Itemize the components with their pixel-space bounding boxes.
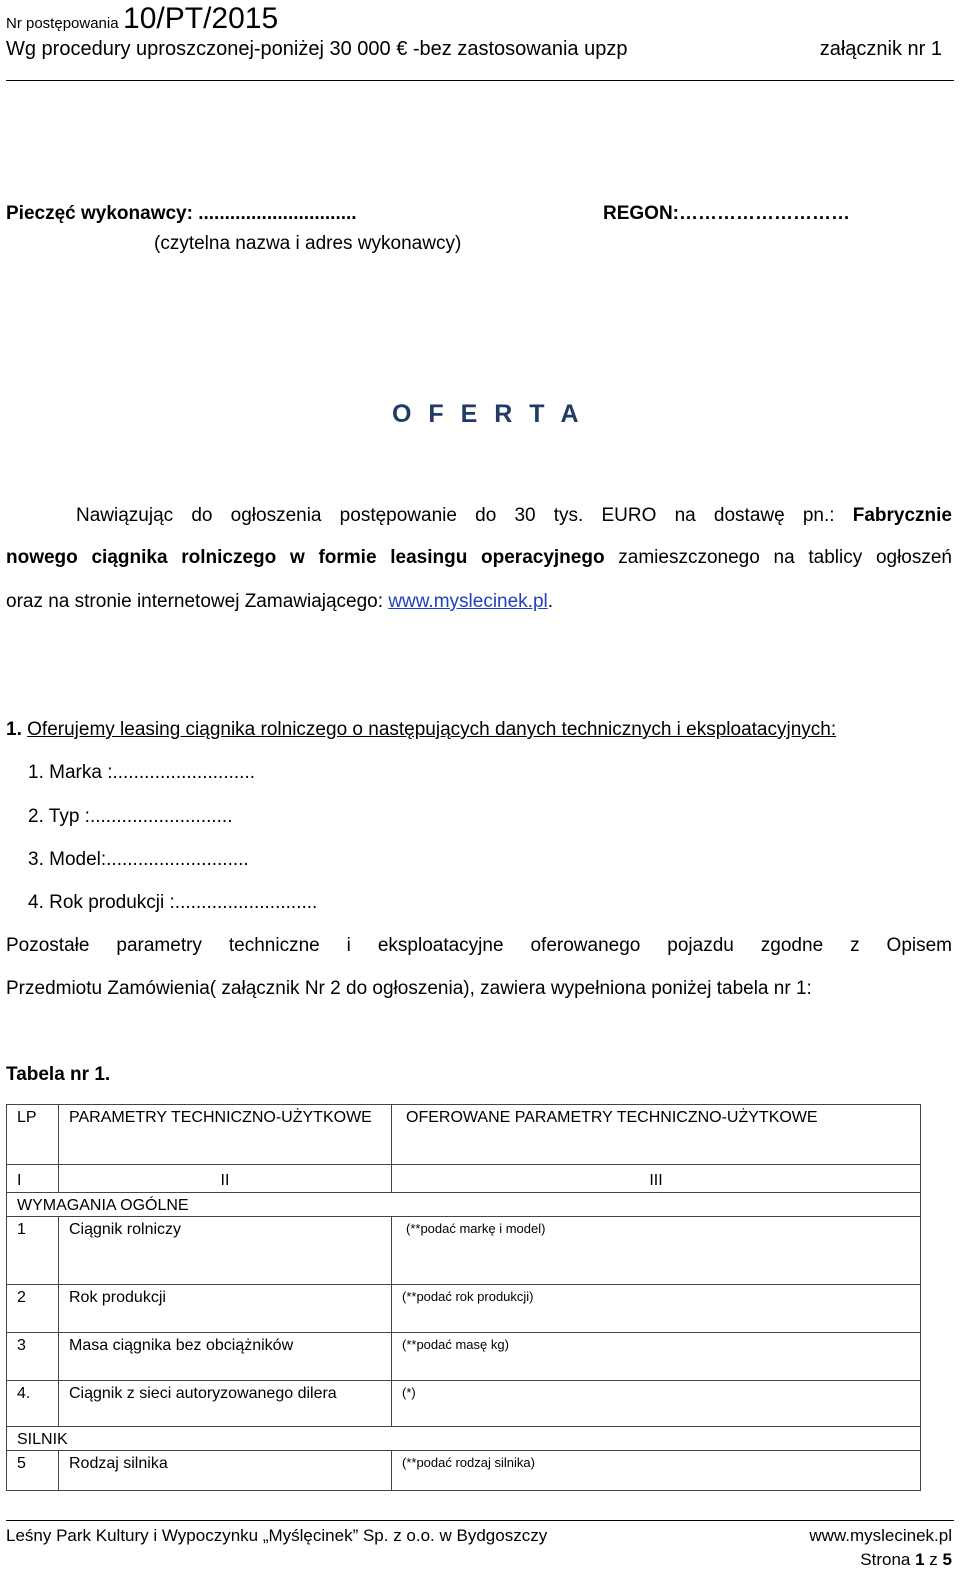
row-param: Ciągnik rolniczy xyxy=(59,1217,392,1285)
table-row xyxy=(7,1333,921,1381)
row-param: Masa ciągnika bez obciążników xyxy=(59,1333,392,1381)
intro-bold-2: nowego ciągnika rolniczego w formie leasingu operacyjnego xyxy=(6,547,605,568)
case-number-line xyxy=(6,2,278,36)
row-offered-input[interactable]: (**podać markę i model) xyxy=(392,1217,921,1285)
table-row xyxy=(7,1285,921,1333)
header-param: PARAMETRY TECHNICZNO-UŻYTKOWE xyxy=(59,1105,392,1165)
regon-field: REGON:……………………… xyxy=(603,203,850,224)
row-param: Rok produkcji xyxy=(59,1285,392,1333)
section-row-engine xyxy=(7,1427,921,1451)
row-lp: 3 xyxy=(7,1333,59,1381)
intro-bold-1: Fabrycznie xyxy=(852,505,952,526)
contractor-stamp-sublabel: (czytelna nazwa i adres wykonawcy) xyxy=(154,233,462,254)
page-total: 5 xyxy=(942,1550,952,1569)
footer-divider xyxy=(6,1520,954,1521)
intro-line-1 xyxy=(6,505,952,527)
contractor-stamp-label: Pieczęć wykonawcy: .............................. xyxy=(6,203,357,224)
params-paragraph-line-2: Przedmiotu Zamówienia( załącznik Nr 2 do ogłoszenia), zawiera wypełniona poniżej tabela nr 1: xyxy=(6,978,812,999)
row-offered-input[interactable]: (**podać masę kg) xyxy=(392,1333,921,1381)
section-1-number: 1. xyxy=(6,719,22,740)
section-engine-label: SILNIK xyxy=(7,1427,921,1451)
website-link[interactable]: www.myslecinek.pl xyxy=(388,591,548,612)
page-current: 1 xyxy=(915,1550,925,1569)
header-lp: LP xyxy=(7,1105,59,1165)
roman-3: III xyxy=(392,1165,921,1193)
procedure-text: Wg procedury uproszczonej-poniżej 30 000 € -bez zastosowania upzp xyxy=(6,38,628,60)
intro-text-2: zamieszczonego na tablicy ogłoszeń xyxy=(604,547,952,568)
table-row xyxy=(7,1217,921,1285)
section-1-heading xyxy=(6,719,836,741)
field-model: 3. Model:........................... xyxy=(28,849,249,870)
table-row xyxy=(7,1451,921,1491)
page-of: z xyxy=(924,1550,943,1569)
row-param: Ciągnik z sieci autoryzowanego dilera xyxy=(59,1381,392,1427)
intro-line-2 xyxy=(6,547,952,569)
page-label: Strona xyxy=(860,1550,916,1569)
intro-text-3: oraz na stronie internetowej Zamawiającego: xyxy=(6,591,389,612)
roman-2: II xyxy=(59,1165,392,1193)
footer-website[interactable]: www.myslecinek.pl xyxy=(809,1526,952,1545)
section-row-general xyxy=(7,1193,921,1217)
case-number-label: Nr postępowania xyxy=(6,15,119,32)
header-divider xyxy=(6,80,954,81)
row-lp: 2 xyxy=(7,1285,59,1333)
row-offered-input[interactable]: (**podać rodzaj silnika) xyxy=(392,1451,921,1491)
field-production-year: 4. Rok produkcji :........................... xyxy=(28,892,318,913)
footer-org: Leśny Park Kultury i Wypoczynku „Myślęcinek” Sp. z o.o. w Bydgoszczy xyxy=(6,1526,548,1545)
page-number xyxy=(860,1550,952,1570)
row-lp: 4. xyxy=(7,1381,59,1427)
section-1-title: Oferujemy leasing ciągnika rolniczego o następujących danych technicznych i eksploatacyjnych: xyxy=(27,719,837,740)
header-offered: OFEROWANE PARAMETRY TECHNICZNO-UŻYTKOWE xyxy=(392,1105,921,1165)
row-lp: 1 xyxy=(7,1217,59,1285)
table-caption: Tabela nr 1. xyxy=(6,1064,111,1085)
case-number: 10/PT/2015 xyxy=(123,2,279,35)
attachment-label: załącznik nr 1 xyxy=(819,38,942,60)
row-param: Rodzaj silnika xyxy=(59,1451,392,1491)
roman-1: I xyxy=(7,1165,59,1193)
roman-row xyxy=(7,1165,921,1193)
offer-title: O F E R T A xyxy=(392,400,584,428)
table-row xyxy=(7,1381,921,1427)
row-lp: 5 xyxy=(7,1451,59,1491)
row-offered-input[interactable]: (*) xyxy=(392,1381,921,1427)
field-brand: 1. Marka :........................... xyxy=(28,762,255,783)
intro-text-1: Nawiązując do ogłoszenia postępowanie do 30 tys. EURO na dostawę pn.: xyxy=(76,505,853,526)
row-offered-input[interactable]: (**podać rok produkcji) xyxy=(392,1285,921,1333)
intro-line-3 xyxy=(6,591,553,613)
intro-end: . xyxy=(547,591,554,612)
section-general-label: WYMAGANIA OGÓLNE xyxy=(7,1193,921,1217)
spec-table xyxy=(6,1104,921,1491)
field-type: 2. Typ :........................... xyxy=(28,806,233,827)
table-header-row xyxy=(7,1105,921,1165)
params-paragraph-line-1: Pozostałe parametry techniczne i eksploatacyjne oferowanego pojazdu zgodne z Opisem xyxy=(6,935,952,956)
